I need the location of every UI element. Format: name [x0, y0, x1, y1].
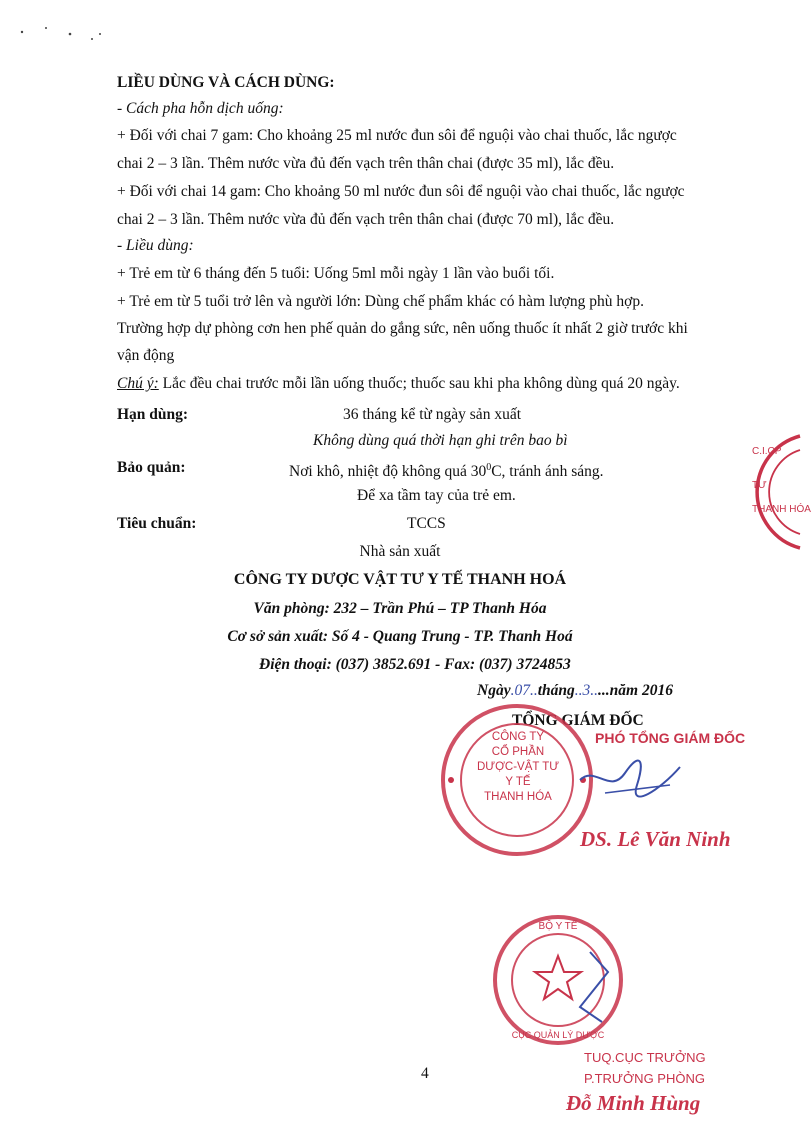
signing-date [477, 681, 673, 701]
date-month: ..3.. [574, 682, 599, 699]
standard-value: TCCS [407, 515, 446, 532]
margin-seal-line-2: TƯ [752, 480, 767, 491]
approval-line-1: TUQ.CỤC TRƯỞNG [584, 1050, 706, 1065]
company-name: CÔNG TY DƯỢC VẬT TƯ Y TẾ THANH HOÁ [233, 571, 567, 588]
prep-7g-line1: + Đối với chai 7 gam: Cho khoảng 25 ml nước đun sôi để nguội vào chai thuốc, lắc ngược [117, 127, 677, 144]
section-heading: LIỀU DÙNG VÀ CÁCH DÙNG: [117, 74, 335, 91]
date-prefix: Ngày [477, 682, 511, 699]
ministry-seal-bottom: CỤC QUẢN LÝ DƯỢC [511, 1030, 605, 1040]
deputy-title: PHÓ TỔNG GIÁM ĐỐC [595, 730, 746, 746]
storage-value-unit: C, tránh ánh sáng. [491, 463, 604, 481]
margin-seal-text [752, 445, 811, 517]
dose-line2: + Trẻ em từ 5 tuổi trở lên và người lớn: Dùng chế phẩm khác có hàm lượng phù hợp. [117, 293, 644, 310]
expiry-value: 36 tháng kể từ ngày sản xuất [343, 406, 522, 423]
approval-line-2: P.TRƯỞNG PHÒNG [584, 1071, 705, 1086]
signature-icon [575, 745, 685, 805]
date-day: .07.. [510, 682, 538, 699]
prep-14g-line2: chai 2 – 3 lần. Thêm nước vừa đủ đến vạch trên thân chai (được 70 ml), lắc đều. [117, 211, 615, 228]
expiry-note: Không dùng quá thời hạn ghi trên bao bì [313, 432, 568, 449]
seal-line-1: CÔNG TY [491, 731, 545, 743]
page-number: 4 [421, 1065, 429, 1082]
storage-value-text: Nơi khô, nhiệt độ không quá 30 [289, 463, 487, 481]
seal-line-3: DƯỢC-VẬT TƯ [476, 761, 560, 773]
date-month-label: tháng [537, 682, 575, 699]
seal-line-5: THANH HÓA [484, 791, 552, 803]
prep-7g-line2: chai 2 – 3 lần. Thêm nước vừa đủ đến vạch trên thân chai (được 35 ml), lắc đều. [117, 155, 615, 172]
director-title: TỔNG GIÁM ĐỐC [512, 712, 644, 729]
margin-seal-line-1: C.I.CP [752, 446, 782, 457]
signer-name: DS. Lê Văn Ninh [580, 827, 731, 851]
expiry-label: Hạn dùng: [117, 406, 189, 423]
note-line [117, 374, 680, 394]
prep-title: - Cách pha hỗn dịch uống: [117, 100, 284, 117]
seal-line-4: Y TẾ [505, 776, 531, 788]
standard-label: Tiêu chuẩn: [117, 515, 197, 532]
manufacturer-label: Nhà sản xuất [359, 543, 441, 560]
office-address: Văn phòng: 232 – Trần Phú – TP Thanh Hóa [253, 600, 547, 617]
storage-value [289, 458, 604, 482]
prep-14g-line1: + Đối với chai 14 gam: Cho khoảng 50 ml nước đun sôi để nguội vào chai thuốc, lắc ngược [117, 183, 685, 200]
dose-title: - Liều dùng: [117, 237, 194, 254]
storage-degree-sup: 0 [486, 462, 492, 473]
ministry-seal-icon [490, 912, 626, 1048]
note-text: Lắc đều chai trước mỗi lần uống thuốc; thuốc sau khi pha không dùng quá 20 ngày. [158, 375, 680, 392]
date-year: ...năm 2016 [598, 682, 673, 699]
margin-seal-line-3: THANH HÓA [752, 504, 811, 515]
storage-label: Bảo quản: [117, 459, 186, 476]
asthma-line2: vận động [117, 347, 175, 364]
storage-note: Để xa tầm tay của trẻ em. [357, 487, 516, 504]
phone-fax: Điện thoại: (037) 3852.691 - Fax: (037) 3724853 [259, 656, 571, 673]
factory-address: Cơ sở sản xuất: Số 4 - Quang Trung - TP. Thanh Hoá [227, 628, 573, 645]
asthma-line1: Trường hợp dự phòng cơn hen phế quản do gắng sức, nên uống thuốc ít nhất 2 giờ trước khi [117, 320, 688, 337]
ministry-seal-top: BỘ Y TẾ [538, 921, 578, 932]
dose-line1: + Trẻ em từ 6 tháng đến 5 tuổi: Uống 5ml mỗi ngày 1 lần vào buổi tối. [117, 265, 555, 282]
note-label: Chú ý: [117, 375, 159, 392]
scan-specks [12, 20, 132, 60]
seal-line-2: CỔ PHẦN [491, 746, 545, 758]
approver-name: Đỗ Minh Hùng [566, 1091, 701, 1115]
company-seal-text [473, 730, 563, 805]
